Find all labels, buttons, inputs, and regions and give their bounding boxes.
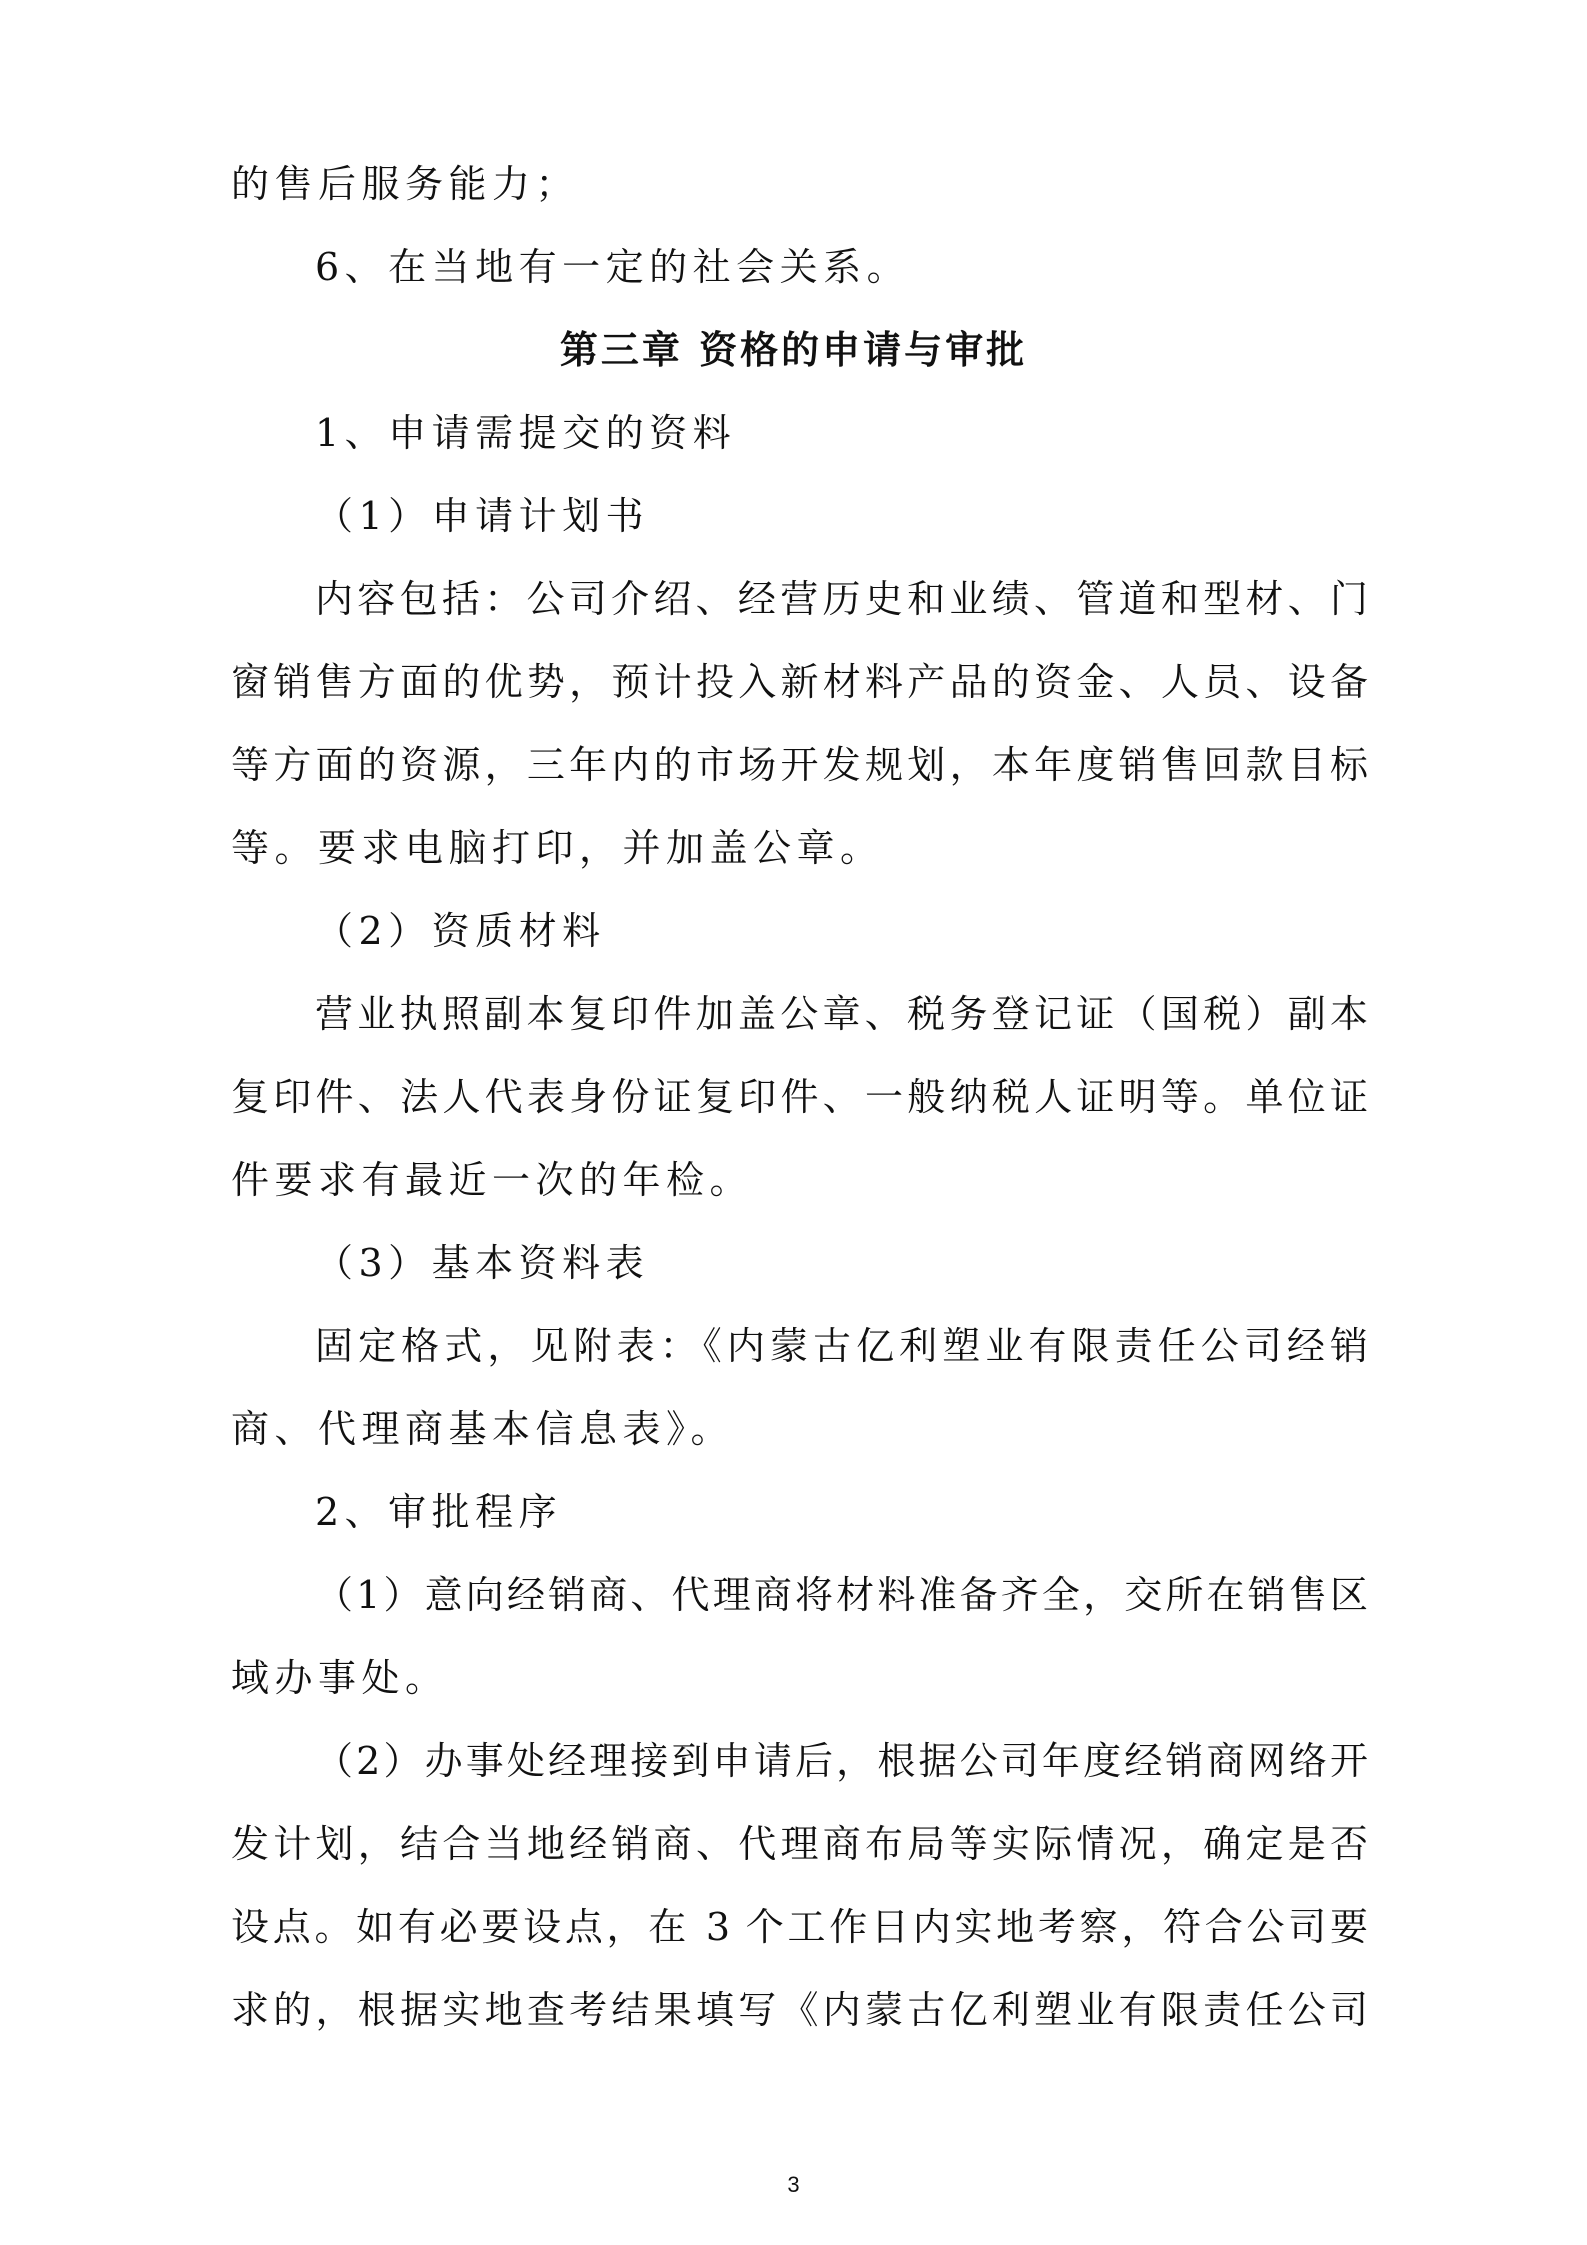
text-line: 1、申请需提交的资料 bbox=[315, 411, 737, 455]
text-line: 发计划，结合当地经销商、代理商布局等实际情况，确定是否 bbox=[231, 1822, 1368, 1866]
text-line: （1）意向经销商、代理商将材料准备齐全，交所在销售区 bbox=[315, 1573, 1368, 1617]
text-line: 窗销售方面的优势，预计投入新材料产品的资金、人员、设备 bbox=[231, 660, 1368, 704]
text-line: 等。要求电脑打印，并加盖公章。 bbox=[231, 826, 884, 870]
text-line: （2）资质材料 bbox=[315, 909, 606, 953]
page-number: 3 bbox=[787, 2172, 800, 2197]
text-line: （2）办事处经理接到申请后，根据公司年度经销商网络开 bbox=[315, 1739, 1368, 1783]
text-line: 固定格式，见附表：《内蒙古亿利塑业有限责任公司经销 bbox=[315, 1324, 1368, 1368]
text-line: 6、在当地有一定的社会关系。 bbox=[315, 245, 911, 289]
text-line: 设点。如有必要设点，在 3 个工作日内实地考察，符合公司要 bbox=[231, 1905, 1368, 1949]
text-line: （3）基本资料表 bbox=[315, 1241, 650, 1285]
text-line: 商、代理商基本信息表》。 bbox=[231, 1407, 735, 1451]
text-line: 域办事处。 bbox=[231, 1656, 449, 1700]
text-line: 内容包括：公司介绍、经营历史和业绩、管道和型材、门 bbox=[315, 577, 1368, 621]
text-line: （1）申请计划书 bbox=[315, 494, 650, 538]
text-line: 求的，根据实地查考结果填写《内蒙古亿利塑业有限责任公司 bbox=[231, 1988, 1368, 2032]
text-line: 的售后服务能力； bbox=[231, 162, 580, 206]
text-line: 件要求有最近一次的年检。 bbox=[231, 1158, 754, 1202]
text-line: 复印件、法人代表身份证复印件、一般纳税人证明等。单位证 bbox=[231, 1075, 1368, 1119]
text-line: 2、审批程序 bbox=[315, 1490, 563, 1534]
text-line: 等方面的资源，三年内的市场开发规划，本年度销售回款目标 bbox=[231, 743, 1368, 787]
text-line: 营业执照副本复印件加盖公章、税务登记证（国税）副本 bbox=[315, 992, 1368, 1036]
chapter-heading: 第三章 资格的申请与审批 bbox=[559, 327, 1028, 372]
